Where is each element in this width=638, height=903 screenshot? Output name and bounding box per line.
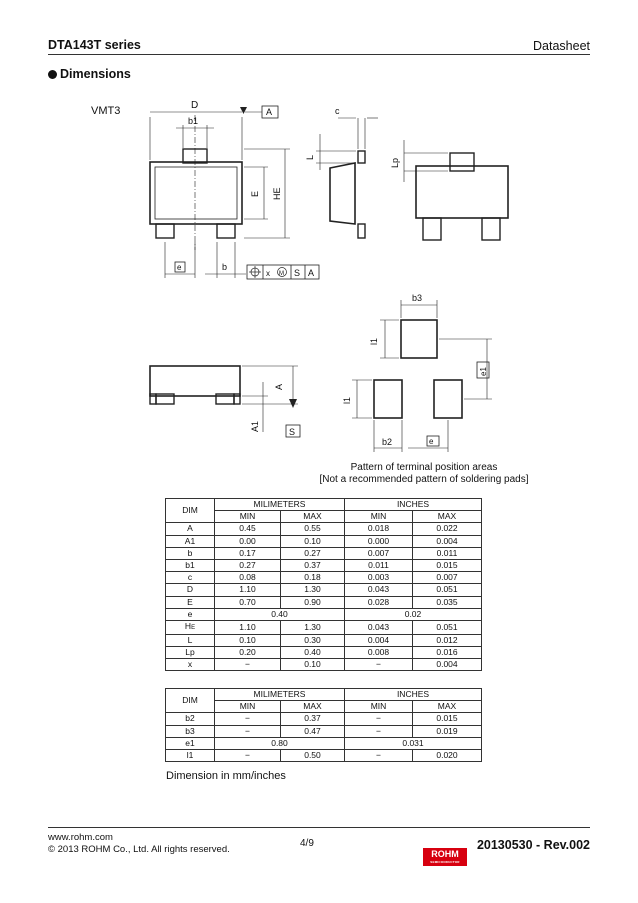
cell: − xyxy=(345,725,413,737)
cell: A1 xyxy=(166,535,215,547)
label-e-pattern: e xyxy=(429,437,434,446)
cell: 0.37 xyxy=(281,559,345,571)
page-number: 4/9 xyxy=(300,838,314,849)
cell: b2 xyxy=(166,713,215,725)
dimensions-table-1 xyxy=(165,498,482,671)
logo-subtext: SEMICONDUCTOR xyxy=(430,860,460,864)
cell: 0.17 xyxy=(215,547,281,559)
dimensions-table-2 xyxy=(165,688,482,762)
package-name: VMT3 xyxy=(91,105,121,117)
cell: 0.022 xyxy=(413,523,482,535)
label-b: b xyxy=(222,262,228,272)
label-l1-bottom: l1 xyxy=(342,396,352,404)
table-row xyxy=(166,608,482,620)
label-A1: A1 xyxy=(250,420,260,432)
cell: 0.55 xyxy=(281,523,345,535)
cell: 0.003 xyxy=(345,572,413,584)
label-D: D xyxy=(191,100,199,111)
cell: e xyxy=(166,608,215,620)
cell: e1 xyxy=(166,737,215,749)
bottom-lead-right xyxy=(217,224,235,238)
cell: 0.020 xyxy=(413,749,482,761)
footer-copyright: © 2013 ROHM Co., Ltd. All rights reserved. xyxy=(48,844,230,855)
label-L: L xyxy=(305,154,315,160)
cell: 0.051 xyxy=(413,620,482,634)
cell: 0.10 xyxy=(215,634,281,646)
cell: 0.018 xyxy=(345,523,413,535)
cell: 0.004 xyxy=(413,535,482,547)
label-Lp: Lp xyxy=(390,157,400,168)
cell: 0.00 xyxy=(215,535,281,547)
cell: D xyxy=(166,584,215,596)
cell: 0.10 xyxy=(281,535,345,547)
table-row xyxy=(166,572,482,584)
cell: b3 xyxy=(166,725,215,737)
mm-header: MILIMETERS xyxy=(215,499,345,511)
cell: 1.10 xyxy=(215,584,281,596)
label-e1: e1 xyxy=(479,367,488,376)
table-row xyxy=(166,737,482,749)
subheader: MAX xyxy=(281,511,345,523)
cell: 0.20 xyxy=(215,647,281,659)
cell: − xyxy=(215,725,281,737)
units-caption: Dimension in mm/inches xyxy=(166,770,286,782)
table-row xyxy=(166,584,482,596)
label-e: e xyxy=(177,263,182,272)
cell: 0.016 xyxy=(413,647,482,659)
table-row xyxy=(166,659,482,671)
cell: 0.50 xyxy=(281,749,345,761)
cell: A xyxy=(166,523,215,535)
cell: 1.10 xyxy=(215,620,281,634)
front-view-body xyxy=(150,366,240,396)
label-S-frame: S xyxy=(294,268,301,278)
label-c: c xyxy=(335,106,340,116)
cell: 0.47 xyxy=(281,725,345,737)
table-row xyxy=(166,596,482,608)
document-title: DTA143T series xyxy=(48,38,141,52)
document-type: Datasheet xyxy=(533,39,590,53)
cell: 0.028 xyxy=(345,596,413,608)
mm-header: MILIMETERS xyxy=(215,689,345,701)
cell: 0.90 xyxy=(281,596,345,608)
cell: x xyxy=(166,659,215,671)
cell: b1 xyxy=(166,559,215,571)
subheader: MAX xyxy=(413,701,482,713)
inches-header: INCHES xyxy=(345,499,482,511)
cell: E xyxy=(166,596,215,608)
cell: 0.30 xyxy=(281,634,345,646)
table-row xyxy=(166,523,482,535)
cell: 0.000 xyxy=(345,535,413,547)
cell: 0.004 xyxy=(345,634,413,646)
cell: 0.031 xyxy=(345,737,482,749)
cell: HE xyxy=(166,620,215,634)
cell: 0.004 xyxy=(413,659,482,671)
cell: 0.035 xyxy=(413,596,482,608)
cell: 0.008 xyxy=(345,647,413,659)
top-view-inner xyxy=(155,167,237,219)
label-A: A xyxy=(274,383,284,390)
table-row xyxy=(166,647,482,659)
cell: − xyxy=(215,659,281,671)
pad-left xyxy=(374,380,402,418)
table-row xyxy=(166,535,482,547)
label-A-datum: A xyxy=(266,107,273,117)
subheader: MIN xyxy=(215,511,281,523)
subheader: MIN xyxy=(345,511,413,523)
table-row xyxy=(166,713,482,725)
subheader: MIN xyxy=(215,701,281,713)
cell: b xyxy=(166,547,215,559)
label-l1-top: l1 xyxy=(369,337,379,345)
cell: c xyxy=(166,572,215,584)
cell: 0.051 xyxy=(413,584,482,596)
cell: 0.40 xyxy=(281,647,345,659)
side-view-body xyxy=(330,163,355,224)
cell: − xyxy=(215,713,281,725)
cell: 0.015 xyxy=(413,559,482,571)
cell: 1.30 xyxy=(281,584,345,596)
cell: − xyxy=(345,659,413,671)
table-row xyxy=(166,725,482,737)
section-title: Dimensions xyxy=(60,67,131,81)
table-row xyxy=(166,634,482,646)
cell: 0.70 xyxy=(215,596,281,608)
pad-right xyxy=(434,380,462,418)
table-row xyxy=(166,559,482,571)
pattern-caption-line1: Pattern of terminal position areas xyxy=(350,462,498,473)
label-b3: b3 xyxy=(412,293,423,303)
cell: 0.007 xyxy=(345,547,413,559)
cell: 0.27 xyxy=(281,547,345,559)
label-b1: b1 xyxy=(188,116,199,126)
pattern-caption-line2: [Not a recommended pattern of soldering pads] xyxy=(319,474,529,485)
cell: 0.007 xyxy=(413,572,482,584)
footer-url[interactable]: www.rohm.com xyxy=(48,832,113,843)
table-row xyxy=(166,749,482,761)
top-view-body xyxy=(150,162,242,224)
cell: 0.37 xyxy=(281,713,345,725)
cell: − xyxy=(345,749,413,761)
label-M: M xyxy=(279,271,284,277)
cell: 0.011 xyxy=(345,559,413,571)
revision: 20130530 - Rev.002 xyxy=(476,838,590,852)
cell: 0.043 xyxy=(345,584,413,596)
label-b2: b2 xyxy=(382,437,393,447)
cell: 0.40 xyxy=(215,608,345,620)
cell: 0.45 xyxy=(215,523,281,535)
right-view-body xyxy=(416,166,508,218)
cell: − xyxy=(345,713,413,725)
cell: 0.011 xyxy=(413,547,482,559)
inches-header: INCHES xyxy=(345,689,482,701)
label-S: S xyxy=(289,427,296,437)
subheader: MAX xyxy=(413,511,482,523)
cell: 0.80 xyxy=(215,737,345,749)
pad-top xyxy=(401,320,437,358)
label-x: x xyxy=(266,269,270,278)
dim-header: DIM xyxy=(166,689,215,713)
table-row xyxy=(166,547,482,559)
table-row xyxy=(166,620,482,634)
cell: L xyxy=(166,634,215,646)
footer-rule xyxy=(48,827,590,828)
label-E: E xyxy=(250,190,260,197)
cell: 0.012 xyxy=(413,634,482,646)
rohm-logo xyxy=(423,848,467,866)
cell: 0.18 xyxy=(281,572,345,584)
label-HE: HE xyxy=(272,187,282,200)
cell: 0.27 xyxy=(215,559,281,571)
subheader: MAX xyxy=(281,701,345,713)
cell: l1 xyxy=(166,749,215,761)
subheader: MIN xyxy=(345,701,413,713)
dim-header: DIM xyxy=(166,499,215,523)
cell: 1.30 xyxy=(281,620,345,634)
cell: − xyxy=(215,749,281,761)
cell: 0.043 xyxy=(345,620,413,634)
cell: Lp xyxy=(166,647,215,659)
bottom-lead-left xyxy=(156,224,174,238)
cell: 0.015 xyxy=(413,713,482,725)
label-A-frame: A xyxy=(308,268,315,278)
cell: 0.10 xyxy=(281,659,345,671)
cell: 0.02 xyxy=(345,608,482,620)
cell: 0.019 xyxy=(413,725,482,737)
cell: 0.08 xyxy=(215,572,281,584)
logo-text: ROHM xyxy=(431,849,459,859)
